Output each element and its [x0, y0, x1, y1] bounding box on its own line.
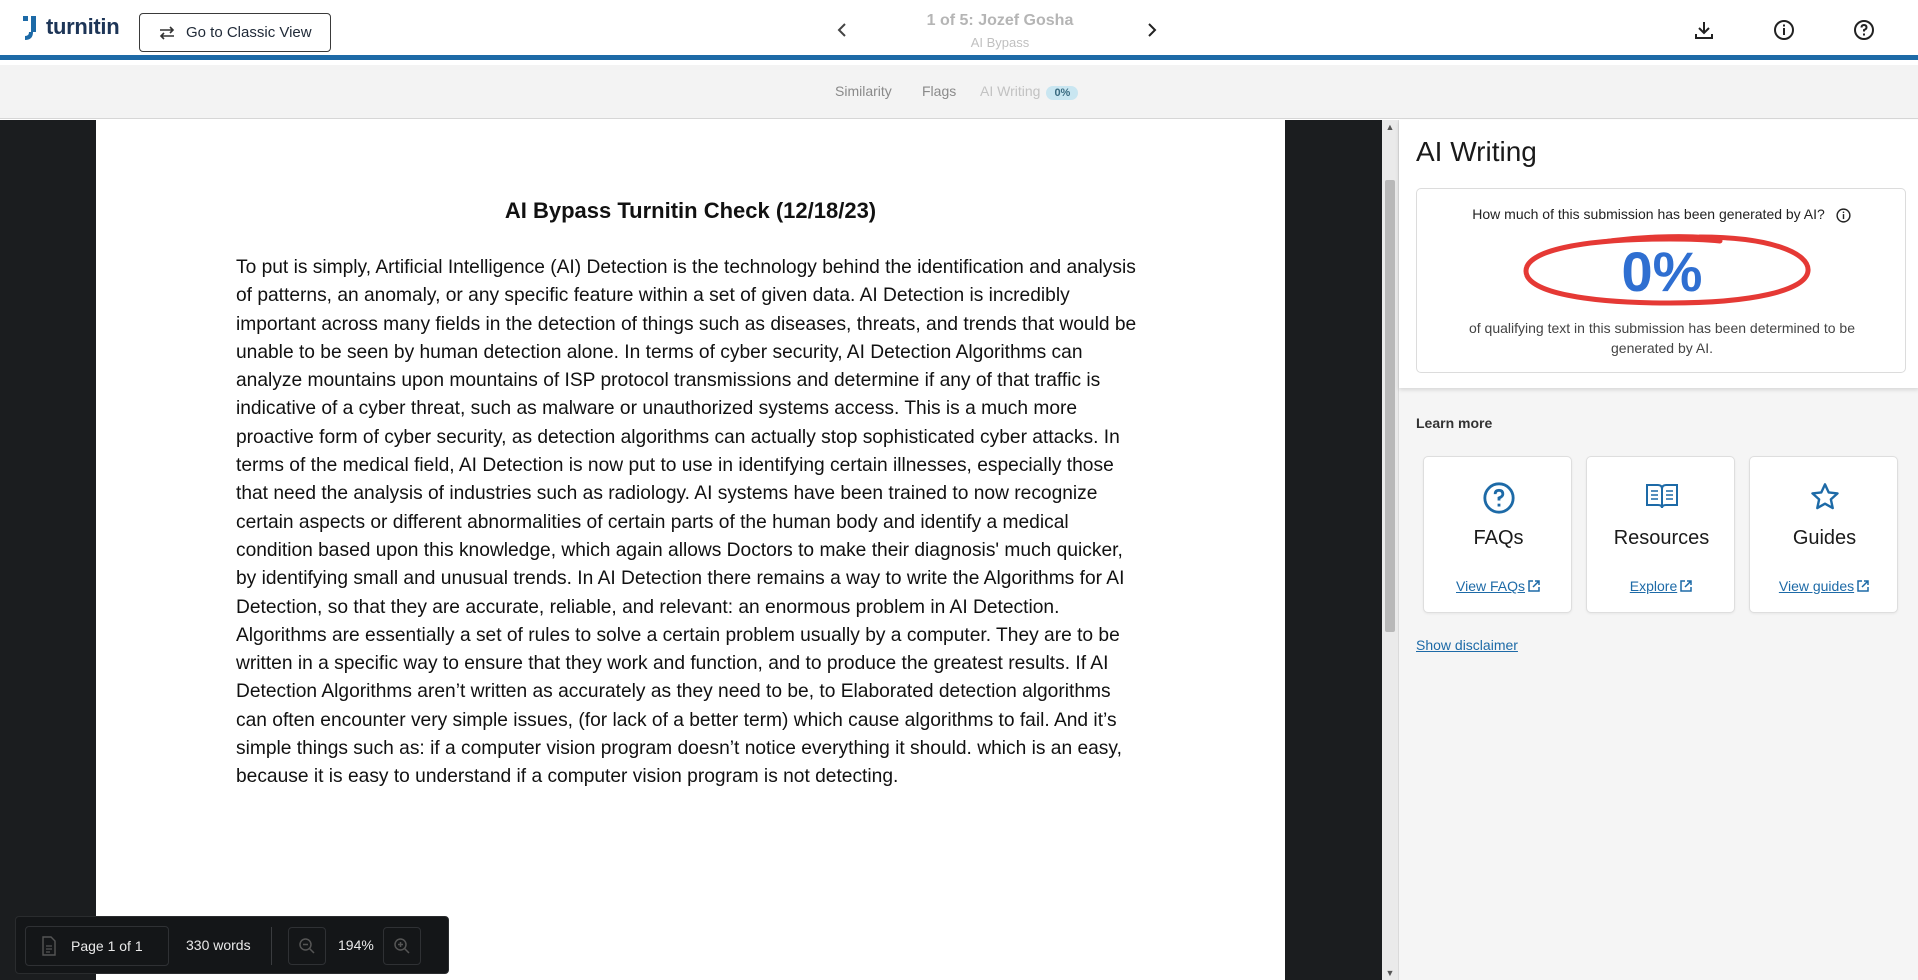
panel-title: AI Writing	[1416, 136, 1537, 167]
info-icon[interactable]	[1772, 18, 1796, 42]
page-indicator[interactable]	[25, 926, 169, 966]
info-icon[interactable]	[1835, 207, 1852, 224]
external-link-icon	[1527, 579, 1541, 593]
tab-similarity[interactable]: Similarity	[835, 83, 892, 99]
document-body: To put is simply, Artificial Intelligence (AI) Detection is the technology behind the identification and analysis of patterns, an anomaly, or any specific feature within a set of given data. AI Detection is incredibly important across many fields in the detection of things such as diseases, threats, and trends that would be unable to be seen by human detection alone. In terms of cyber security, AI Detection Algorithms can analyze mountains upon mountains of ISP protocol transmissions and determine if any of that traffic is indicative of a cyber threat, such as malware or unauthorized systems access. This is a much more proactive form of cyber security, as detection algorithms can actually stop sophisticated cyber attacks. In terms of the medical field, AI Detection is now put to use in identifying certain illnesses, especially those that need the analysis of industries such as radiology. AI systems have been trained to now recognize certain aspects or different abnormalities of certain parts of the human body and identify a medical condition based upon this knowledge, which again allows Doctors to make their diagnosis' much quicker, by identifying small and unusual trends. In AI Detection there remains a way to write the Algorithms for AI Detection, so that they are accurate, reliable, and relevant: an enormous problem in AI Detection. Algorithms are essentially a set of rules to solve a certain problem usually by a computer. They are to be written in a specific way to ensure that they work and function, and to produce the greatest results. If AI Detection Algorithms aren’t written as accurately as they need to be, to Elaborated detection algorithms can often encounter very simple issues, (for lack of a better term) which cause algorithms to fail. And it’s simple things such as: if a computer vision program doesn’t notice everything it should. which is an easy, because it is easy to understand if a computer vision program is not detecting.	[236, 257, 1137, 788]
show-disclaimer-link[interactable]: Show disclaimer	[1416, 637, 1518, 653]
submission-subtitle: AI Bypass	[970, 35, 1030, 50]
scrollbar-thumb[interactable]	[1385, 180, 1395, 632]
submission-navigator	[820, 10, 1180, 54]
view-guides-label: View guides	[1778, 578, 1855, 594]
classic-view-label: Go to Classic View	[186, 24, 312, 41]
view-guides-link[interactable]	[1750, 578, 1899, 594]
zoom-in-button[interactable]	[383, 927, 421, 965]
explore-label: Explore	[1629, 578, 1678, 594]
toolbar-divider	[271, 927, 272, 965]
scroll-up-arrow-icon[interactable]: ▲	[1385, 122, 1395, 132]
zoom-out-icon	[298, 937, 316, 955]
document-viewer	[0, 120, 1398, 980]
help-icon[interactable]	[1852, 18, 1876, 42]
document-icon	[41, 936, 57, 956]
tab-ai-writing[interactable]	[980, 83, 1078, 100]
zoom-level: 194%	[338, 937, 374, 953]
resources-title: Resources	[1613, 527, 1710, 549]
ai-question-text: How much of this submission has been generated by AI?	[1472, 206, 1825, 222]
document-title: AI Bypass Turnitin Check (12/18/23)	[504, 198, 877, 223]
ai-writing-panel	[1398, 120, 1918, 980]
faqs-card	[1423, 456, 1572, 613]
guides-card	[1749, 456, 1898, 613]
submission-title: 1 of 5: Jozef Gosha	[926, 12, 1074, 29]
document-toolbar	[15, 916, 449, 974]
document-page	[96, 120, 1285, 980]
guides-title: Guides	[1792, 527, 1857, 549]
learn-more-heading: Learn more	[1416, 415, 1493, 431]
zoom-in-icon	[393, 937, 411, 955]
swap-arrows-icon	[158, 26, 176, 40]
document-scrollbar[interactable]	[1382, 120, 1398, 980]
word-count: 330 words	[186, 937, 251, 953]
ai-description: of qualifying text in this submission has been determined to be generated by AI.	[1468, 320, 1855, 356]
logo-text: turnitin	[46, 14, 120, 39]
go-to-classic-view-button[interactable]	[139, 13, 331, 52]
view-faqs-label: View FAQs	[1456, 578, 1525, 594]
zoom-out-button[interactable]	[288, 927, 326, 965]
tab-flags[interactable]: Flags	[922, 83, 957, 99]
turnitin-logo[interactable]	[22, 14, 119, 40]
view-faqs-link[interactable]	[1424, 578, 1573, 594]
turnitin-logo-icon	[22, 14, 40, 40]
download-icon[interactable]	[1692, 18, 1716, 42]
ai-percentage: 0%	[1621, 240, 1703, 303]
ai-score-badge: 0%	[1046, 86, 1078, 100]
resources-card	[1586, 456, 1735, 613]
star-icon	[1809, 481, 1841, 513]
external-link-icon	[1679, 579, 1693, 593]
scroll-down-arrow-icon[interactable]: ▼	[1385, 968, 1395, 978]
ai-score-card	[1416, 188, 1906, 373]
ai-question	[1417, 206, 1907, 224]
top-header	[0, 0, 1918, 60]
explore-link[interactable]	[1587, 578, 1736, 594]
faqs-title: FAQs	[1473, 527, 1524, 549]
ai-summary-section	[1399, 120, 1918, 388]
page-label: Page 1 of 1	[71, 938, 143, 954]
book-icon	[1644, 481, 1680, 511]
report-tabs	[0, 65, 1918, 119]
external-link-icon	[1856, 579, 1870, 593]
question-circle-icon	[1482, 481, 1516, 515]
tab-ai-writing-label: AI Writing	[980, 83, 1041, 99]
chevron-right-icon[interactable]	[1140, 18, 1164, 42]
